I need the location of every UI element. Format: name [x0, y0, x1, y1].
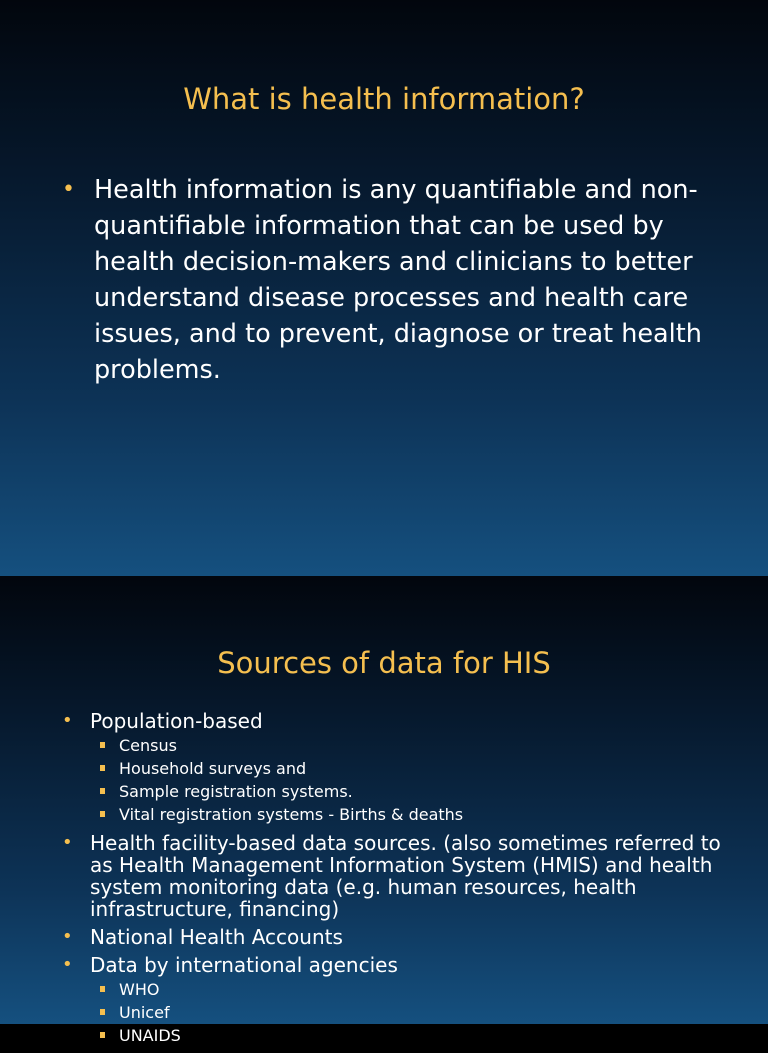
sub-bullet-item: [90, 734, 722, 757]
sub-bullet-item: [90, 803, 722, 826]
bullet-item: [62, 926, 722, 948]
sub-bullet-text: UNAIDS: [119, 1026, 181, 1045]
sub-bullet-text: Census: [119, 736, 177, 755]
sub-bullet-item: [90, 1001, 722, 1024]
bullet-text: Data by international agencies: [90, 953, 398, 977]
sub-bullet-text: WHO: [119, 980, 160, 999]
bullet-text: Health information is any quantifiable and non-quantifiable information that can be used by health decision-makers and clinicians to better understand disease processes and health care issues, and to prevent, diagnose or treat health problems.: [94, 175, 702, 385]
slide-title: Sources of data for HIS: [217, 646, 551, 680]
bullet-item: [62, 954, 722, 1047]
bullet-text: National Health Accounts: [90, 925, 343, 949]
square-bullet-icon: [100, 1009, 105, 1015]
slide-title: What is health information?: [183, 82, 585, 116]
bullet-icon: •: [62, 954, 73, 975]
bullet-icon: •: [62, 926, 73, 947]
bullet-item: [62, 710, 722, 826]
square-bullet-icon: [100, 1032, 105, 1038]
slide-data-sources: [0, 576, 768, 1045]
sub-bullet-item: [90, 1024, 722, 1047]
sub-bullet-text: Unicef: [119, 1003, 170, 1022]
square-bullet-icon: [100, 742, 105, 748]
square-bullet-icon: [100, 986, 105, 992]
sub-bullet-text: Vital registration systems - Births & deaths: [119, 805, 464, 824]
square-bullet-icon: [100, 811, 105, 817]
bullet-item: [62, 172, 702, 388]
bullet-text: Population-based: [90, 709, 263, 733]
square-bullet-icon: [100, 788, 105, 794]
sub-bullet-item: [90, 978, 722, 1001]
sub-bullet-text: Household surveys and: [119, 759, 307, 778]
sub-bullet-item: [90, 757, 722, 780]
bullet-list: [62, 172, 702, 388]
sub-bullet-text: Sample registration systems.: [119, 782, 353, 801]
sub-bullet-list: [90, 978, 722, 1047]
sub-bullet-list: [90, 734, 722, 826]
square-bullet-icon: [100, 765, 105, 771]
bullet-icon: •: [62, 832, 73, 853]
sub-bullet-item: [90, 780, 722, 803]
bullet-item: [62, 832, 722, 920]
bullet-text: Health facility-based data sources. (also sometimes referred to as Health Management Information System (HMIS) and health system monitoring data (e.g. human resources, health infrastructure, financing): [90, 831, 721, 921]
bullet-list: [62, 710, 722, 1053]
bullet-icon: •: [62, 177, 75, 202]
bullet-icon: •: [62, 710, 73, 731]
